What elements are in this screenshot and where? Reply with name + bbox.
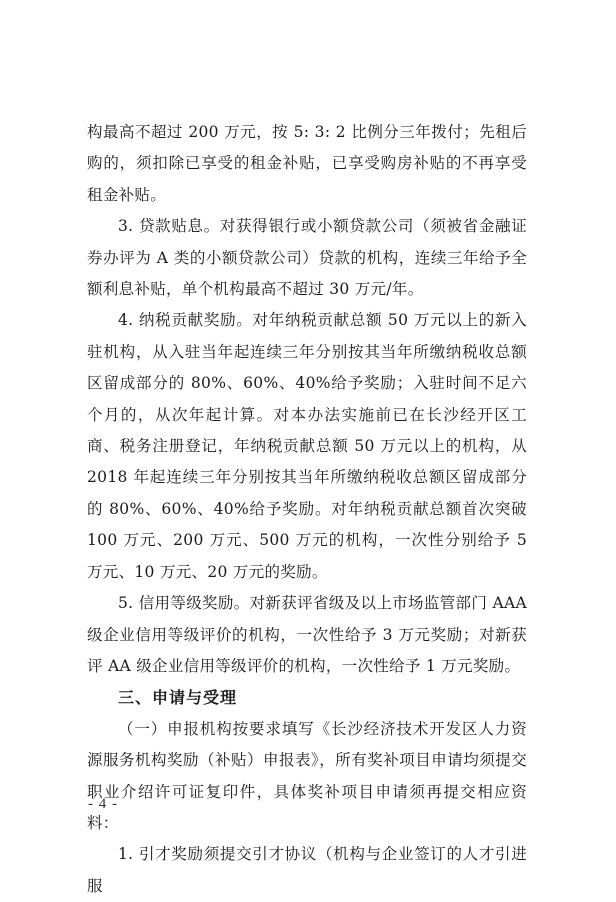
- paragraph-tax-contribution: 4. 纳税贡献奖励。对年纳税贡献总额 50 万元以上的新入驻机构，从入驻当年起连续三年分别按其当年所缴纳税收总额区留成部分的 80%、60%、40%给予奖励；入驻时间不足六个月的，从次年起计算。对本办法实施前已在长沙经开区工商、税务注册登记，年纳税贡献总额 50 万元以上的机构，从 2018 年起连续三年分别按其当年所缴纳税收总额区留成部分的 80%、60%、40%给予奖励。对年纳税贡献总额首次突破 100 万元、200 万元、500 万元的机构，一次性分别给予 5 万元、10 万元、20 万元的奖励。: [87, 311, 527, 581]
- paragraph-application-form: （一）申报机构按要求填写《长沙经济技术开发区人力资源服务机构奖励（补贴）申报表》，所有奖补项目申请均须提交职业介绍许可证复印件，具体奖补项目申请须再提交相应资料：: [87, 719, 527, 832]
- paragraph-rent-subsidy-cont: 构最高不超过 200 万元，按 5: 3: 2 比例分三年拨付；先租后购的，须扣除已享受的租金补贴，已享受购房补贴的不再享受租金补贴。: [87, 123, 527, 204]
- paragraph-credit-rating: 5. 信用等级奖励。对新获评省级及以上市场监管部门 AAA 级企业信用等级评价的机构，一次性给予 3 万元奖励；对新获评 AA 级企业信用等级评价的机构，一次性给予 1 万元奖励。: [87, 594, 527, 675]
- page-number: - 4 -: [88, 796, 118, 812]
- document-body: [87, 117, 527, 902]
- paragraph-loan-interest: 3. 贷款贴息。对获得银行或小额贷款公司（须被省金融证券办评为 A 类的小额贷款公司）贷款的机构，连续三年给予全额利息补贴，单个机构最高不超过 30 万元/年。: [87, 217, 527, 299]
- section-heading-application: 三、申请与受理: [118, 688, 238, 708]
- paragraph-talent-reward: 1. 引才奖励须提交引才协议（机构与企业签订的人才引进服: [87, 845, 527, 895]
